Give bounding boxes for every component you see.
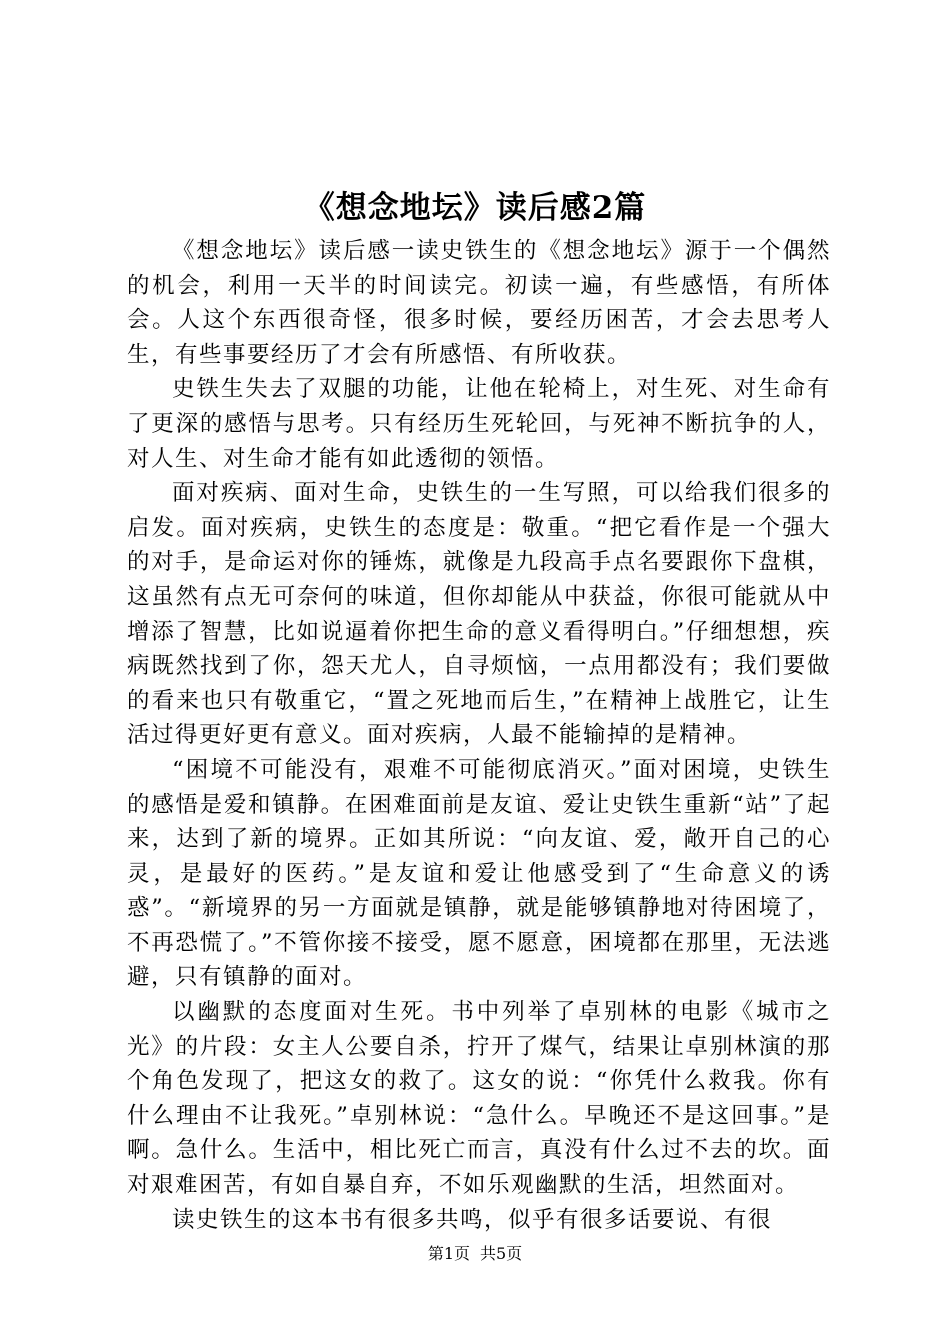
page-footer [0, 1243, 950, 1265]
page-number: 第1页 [427, 1244, 470, 1263]
paragraph-6: 读史铁生的这本书有很多共鸣，似乎有很多话要说、有很 [172, 1206, 773, 1233]
paragraph-5: 以幽默的态度面对生死。书中列举了卓别林的电影《城市之光》的片段：女主人公要自杀，拧开了煤气，结果让卓别林演的那个角色发现了，把这女的救了。这女的说：“你凭什么救我。你有什么理由不让我死。”卓别林说：“急什么。早晚还不是这回事。”是啊。急什么。生活中，相比死亡而言，真没有什么过不去的坎。面对艰难困苦，有如自暴自弃，不如乐观幽默的生活，坦然面对。 [127, 999, 831, 1199]
paragraph-1: 《想念地坛》读后感一读史铁生的《想念地坛》源于一个偶然的机会，利用一天半的时间读完。初读一遍，有些感悟，有所体会。人这个东西很奇怪，很多时候，要经历困苦，才会去思考人生，有些事要经历了才会有所感悟、有所收获。 [127, 238, 831, 368]
paragraph-3: 面对疾病、面对生命，史铁生的一生写照，可以给我们很多的启发。面对疾病，史铁生的态度是：敬重。“把它看作是一个强大的对手，是命运对你的锤炼，就像是九段高手点名要跟你下盘棋，这虽然有点无可奈何的味道，但你却能从中获益，你很可能就从中增添了智慧，比如说逼着你把生命的意义看得明白。”仔细想想，疾病既然找到了你，怨天尤人，自寻烦恼，一点用都没有；我们要做的看来也只有敬重它，“置之死地而后生，”在精神上战胜它，让生活过得更好更有意义。面对疾病，人最不能输掉的是精神。 [127, 480, 831, 749]
paragraph-2: 史铁生失去了双腿的功能，让他在轮椅上，对生死、对生命有了更深的感悟与思考。只有经历生死轮回，与死神不断抗争的人，对人生、对生命才能有如此透彻的领悟。 [127, 376, 831, 472]
page-total: 共5页 [480, 1244, 523, 1263]
document-body [127, 234, 831, 1237]
document-title: 《想念地坛》读后感2篇 [303, 190, 647, 226]
paragraph-4: “困境不可能没有，艰难不可能彻底消灭。”面对困境，史铁生的感悟是爱和镇静。在困难面前是友谊、爱让史铁生重新“站”了起来，达到了新的境界。正如其所说：“向友谊、爱，敞开自己的心灵，是最好的医药。”是友谊和爱让他感受到了“生命意义的诱惑”。“新境界的另一方面就是镇静，就是能够镇静地对待困境了，不再恐慌了。”不管你接不接受，愿不愿意，困境都在那里，无法逃避，只有镇静的面对。 [127, 756, 831, 991]
